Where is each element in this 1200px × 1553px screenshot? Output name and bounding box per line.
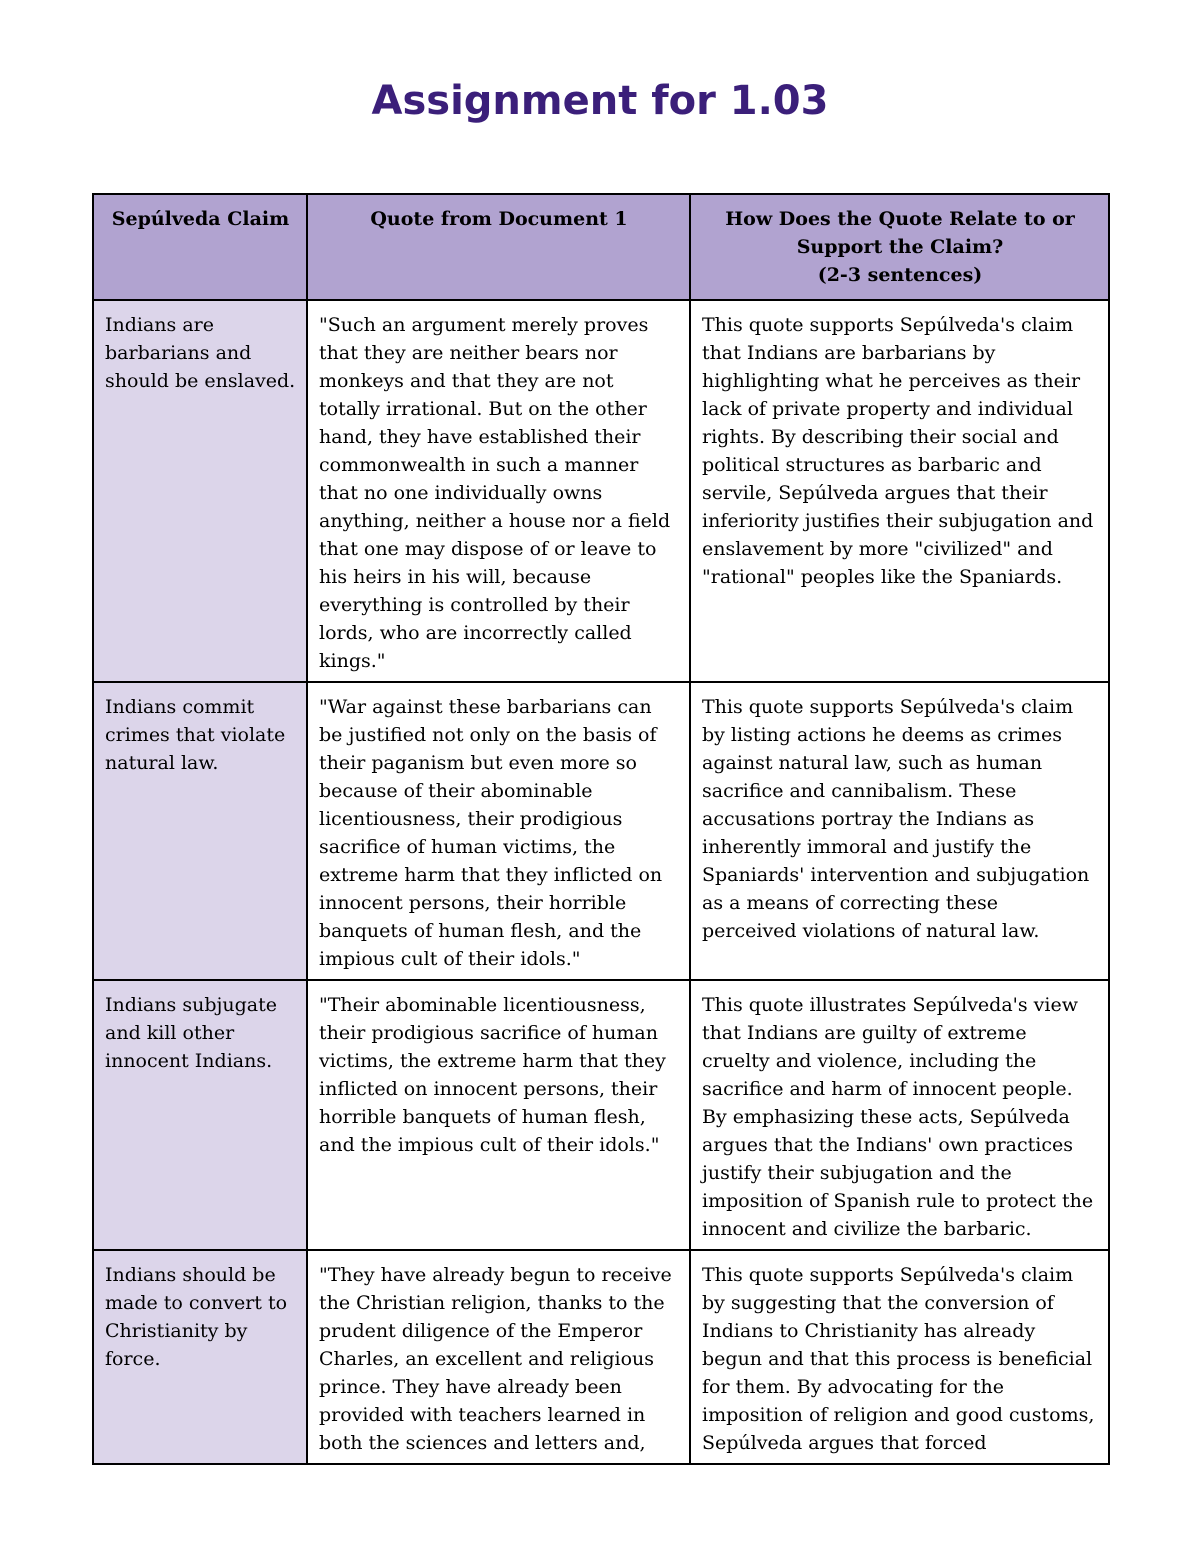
relation-cell: This quote supports Sepúlveda's claim by listing actions he deems as crimes against natural law, such as human sacrifice and cannibalism. These accusations portray the Indians as inherently immoral and justify the Spaniards' intervention and subjugation as a means of correcting these perceived violations of natural law. xyxy=(690,682,1109,980)
header-claim: Sepúlveda Claim xyxy=(93,194,307,300)
claim-cell: Indians commit crimes that violate natural law. xyxy=(93,682,307,980)
claim-cell: Indians are barbarians and should be enslaved. xyxy=(93,300,307,682)
header-relation-question: How Does the Quote Relate to or Support the Claim? xyxy=(725,208,1075,258)
relation-cell: This quote illustrates Sepúlveda's view that Indians are guilty of extreme cruelty and violence, including the sacrifice and harm of innocent people. By emphasizing these acts, Sepúlveda argues that the Indians' own practices justify their subjugation and the imposition of Spanish rule to protect the innocent and civilize the barbaric. xyxy=(690,980,1109,1250)
quote-cell: "War against these barbarians can be justified not only on the basis of their paganism but even more so because of their abominable licentiousness, their prodigious sacrifice of human victims, the extreme harm that they inflicted on innocent persons, their horrible banquets of human flesh, and the impious cult of their idols." xyxy=(307,682,690,980)
header-quote: Quote from Document 1 xyxy=(307,194,690,300)
quote-cell: "Their abominable licentiousness, their prodigious sacrifice of human victims, the extreme harm that they inflicted on innocent persons, their horrible banquets of human flesh, and the impious cult of their idols." xyxy=(307,980,690,1250)
table-row xyxy=(93,682,1109,980)
page-title: Assignment for 1.03 xyxy=(371,78,829,124)
table-row xyxy=(93,980,1109,1250)
claims-table xyxy=(92,193,1110,1465)
claim-cell: Indians should be made to convert to Christianity by force. xyxy=(93,1250,307,1464)
header-relation xyxy=(690,194,1109,300)
relation-cell: This quote supports Sepúlveda's claim that Indians are barbarians by highlighting what he perceives as their lack of private property and individual rights. By describing their social and political structures as barbaric and servile, Sepúlveda argues that their inferiority justifies their subjugation and enslavement by more "civilized" and "rational" peoples like the Spaniards. xyxy=(690,300,1109,682)
table-header-row xyxy=(93,194,1109,300)
table-row xyxy=(93,300,1109,682)
table-row xyxy=(93,1250,1109,1464)
quote-cell: "They have already begun to receive the Christian religion, thanks to the prudent diligence of the Emperor Charles, an excellent and religious prince. They have already been provided with teachers learned in both the sciences and letters and, xyxy=(307,1250,690,1464)
relation-cell: This quote supports Sepúlveda's claim by suggesting that the conversion of Indians to Christianity has already begun and that this process is beneficial for them. By advocating for the imposition of religion and good customs, Sepúlveda argues that forced xyxy=(690,1250,1109,1464)
quote-cell: "Such an argument merely proves that they are neither bears nor monkeys and that they are not totally irrational. But on the other hand, they have established their commonwealth in such a manner that no one individually owns anything, neither a house nor a field that one may dispose of or leave to his heirs in his will, because everything is controlled by their lords, who are incorrectly called kings." xyxy=(307,300,690,682)
claim-cell: Indians subjugate and kill other innocent Indians. xyxy=(93,980,307,1250)
header-relation-note: (2-3 sentences) xyxy=(817,264,983,286)
